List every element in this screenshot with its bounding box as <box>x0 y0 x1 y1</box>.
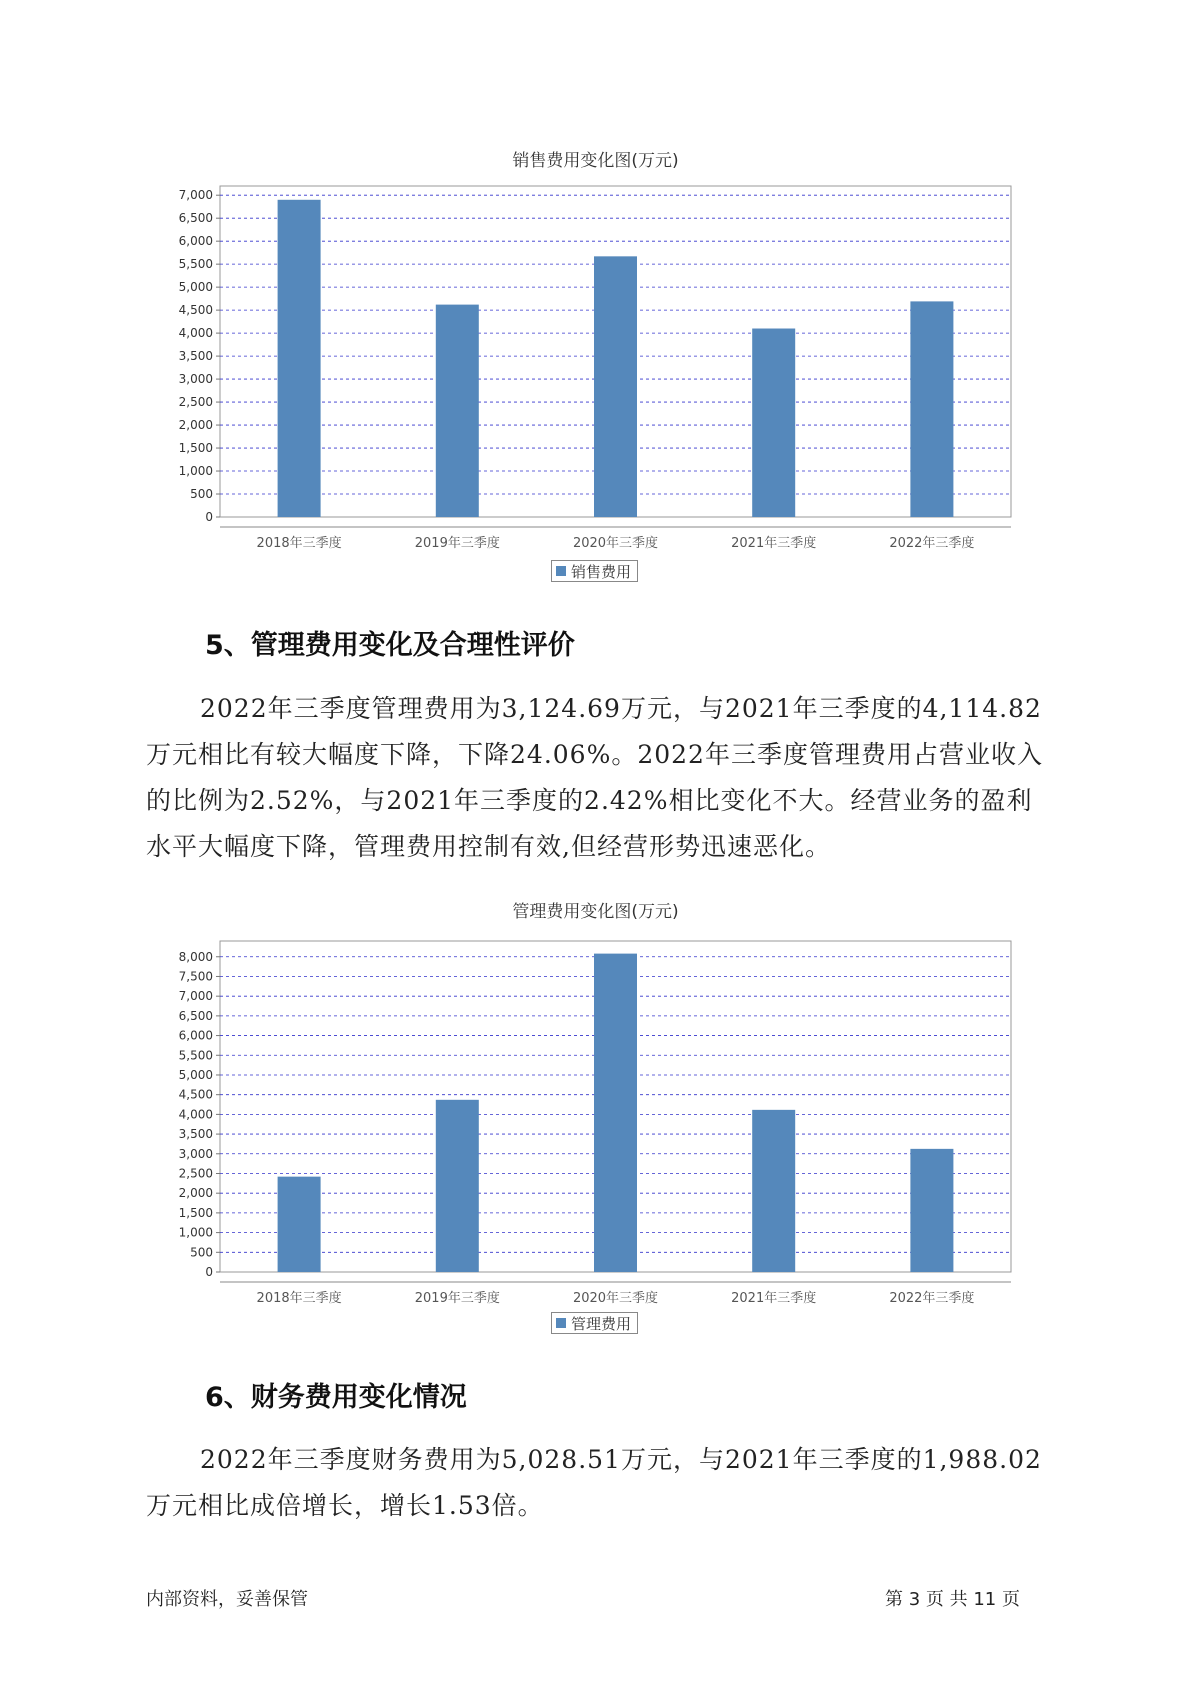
bar-2018年三季度 <box>278 1177 321 1272</box>
y-tick-label: 0 <box>205 510 213 524</box>
y-tick-label: 1,000 <box>178 464 213 479</box>
y-tick-label: 4,500 <box>178 303 213 318</box>
y-tick-label: 0 <box>205 1265 213 1279</box>
y-tick-label: 1,000 <box>178 1225 213 1240</box>
chart-title-admin: 管理费用变化图(万元) <box>512 902 679 922</box>
y-tick-label: 6,000 <box>178 1028 213 1043</box>
y-tick-label: 4,500 <box>178 1087 213 1102</box>
x-tick-label: 2021年三季度 <box>731 536 817 551</box>
y-tick-label: 1,500 <box>178 1205 213 1220</box>
x-tick-label: 2018年三季度 <box>256 1291 342 1306</box>
x-tick-label: 2022年三季度 <box>889 1291 975 1306</box>
legend-label: 管理费用 <box>571 1314 632 1333</box>
y-tick-label: 5,500 <box>178 257 213 272</box>
footer-left: 内部资料，妥善保管 <box>146 1589 308 1610</box>
legend-label: 销售费用 <box>571 562 632 581</box>
y-tick-label: 4,000 <box>178 1107 213 1122</box>
y-tick-label: 3,000 <box>178 1146 213 1161</box>
section5-heading: 5、管理费用变化及合理性评价 <box>205 630 575 661</box>
chart-title-sales: 销售费用变化图(万元) <box>512 151 679 171</box>
bar-2019年三季度 <box>436 1100 479 1272</box>
y-tick-label: 4,000 <box>178 326 213 341</box>
x-tick-label: 2022年三季度 <box>889 536 975 551</box>
y-tick-label: 500 <box>190 487 213 502</box>
y-tick-label: 6,500 <box>178 1008 213 1023</box>
y-tick-label: 3,000 <box>178 372 213 387</box>
y-tick-label: 2,000 <box>178 418 213 433</box>
y-tick-label: 1,500 <box>178 441 213 456</box>
y-tick-label: 7,000 <box>178 989 213 1004</box>
y-tick-label: 2,000 <box>178 1186 213 1201</box>
y-tick-label: 5,000 <box>178 1067 213 1082</box>
footer-page-number: 第 3 页 共 11 页 <box>885 1589 1020 1610</box>
y-tick-label: 6,500 <box>178 211 213 226</box>
y-tick-label: 6,000 <box>178 234 213 249</box>
x-tick-label: 2018年三季度 <box>256 536 342 551</box>
x-tick-label: 2019年三季度 <box>414 1291 500 1306</box>
x-tick-label: 2021年三季度 <box>731 1291 817 1306</box>
y-tick-label: 3,500 <box>178 349 213 364</box>
x-tick-label: 2019年三季度 <box>414 536 500 551</box>
section6-heading: 6、财务费用变化情况 <box>205 1382 467 1413</box>
bar-2020年三季度 <box>594 954 637 1272</box>
y-tick-label: 5,500 <box>178 1048 213 1063</box>
y-tick-label: 7,000 <box>178 188 213 203</box>
legend-swatch <box>556 1318 566 1328</box>
section5-paragraph: 2022年三季度管理费用为3,124.69万元，与2021年三季度的4,114.82万元相比有较大幅度下降，下降24.06%。2022年三季度管理费用占营业收入的比例为2.52%，与2021年三季度的2.42%相比变化不大。经营业务的盈利水平大幅度下降，管理费用控制有效,但经营形势迅速恶化。 <box>146 694 1043 861</box>
x-tick-label: 2020年三季度 <box>572 536 659 551</box>
legend-admin <box>551 1312 638 1334</box>
y-tick-label: 5,000 <box>178 280 213 295</box>
y-tick-label: 2,500 <box>178 1166 213 1181</box>
y-tick-label: 3,500 <box>178 1127 213 1142</box>
x-tick-label: 2020年三季度 <box>572 1291 659 1306</box>
y-tick-label: 500 <box>190 1245 213 1260</box>
y-tick-label: 2,500 <box>178 395 213 410</box>
bar-2022年三季度 <box>910 1149 953 1272</box>
section6-paragraph: 2022年三季度财务费用为5,028.51万元，与2021年三季度的1,988.02万元相比成倍增长，增长1.53倍。 <box>146 1445 1042 1520</box>
bar-2021年三季度 <box>752 1110 795 1272</box>
y-tick-label: 7,500 <box>178 969 213 984</box>
y-tick-label: 8,000 <box>178 949 213 964</box>
